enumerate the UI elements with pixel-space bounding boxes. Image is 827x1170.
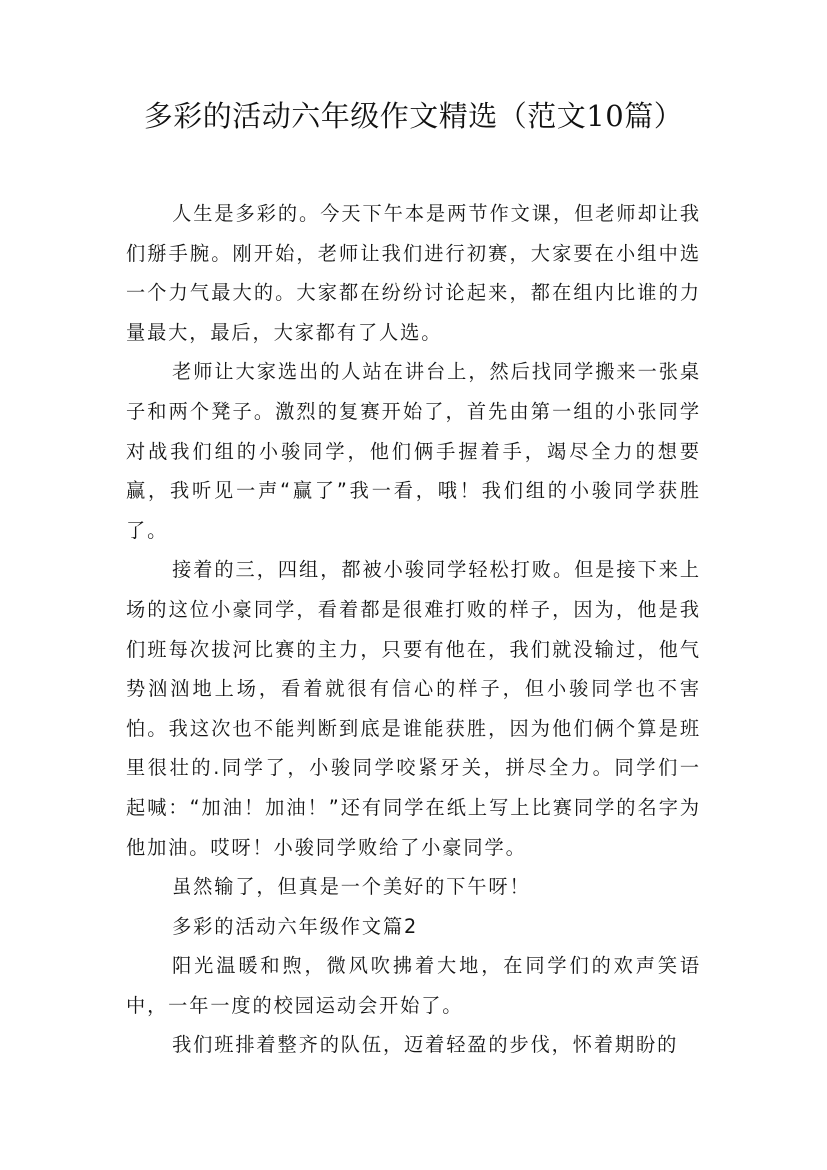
paragraph: 虽然输了，但真是一个美好的下午呀！ (172, 875, 531, 899)
paragraph: 我们班排着整齐的队伍，迈着轻盈的步伐，怀着期盼的 (172, 1033, 679, 1057)
paragraph: 阳光温暖和煦，微风吹拂着大地，在同学们的欢声笑语中，一年一度的校园运动会开始了。 (126, 954, 701, 1017)
paragraph: 老师让大家选出的人站在讲台上，然后找同学搬来一张桌子和两个凳子。激烈的复赛开始了，首先由第一组的小张同学对战我们组的小骏同学，他们俩手握着手，竭尽全力的想要赢，我听见一声“赢了”我一看，哦！我们组的小骏同学获胜了。 (126, 360, 701, 542)
paragraph: 人生是多彩的。今天下午本是两节作文课，但老师却让我们掰手腕。刚开始，老师让我们进行初赛，大家要在小组中选一个力气最大的。大家都在纷纷讨论起来，都在组内比谁的力量最大，最后，大家都有了人选。 (126, 202, 701, 344)
section-heading: 多彩的活动六年级作文篇2 (172, 914, 419, 938)
document-body (126, 194, 701, 1065)
document-title: 多彩的活动六年级作文精选（范文10篇） (143, 99, 684, 133)
paragraph: 接着的三，四组，都被小骏同学轻松打败。但是接下来上场的这位小豪同学，看着都是很难打败的样子，因为，他是我们班每次拔河比赛的主力，只要有他在，我们就没输过，他气势汹汹地上场，看着就很有信心的样子，但小骏同学也不害怕。我这次也不能判断到底是谁能获胜，因为他们俩个算是班里很壮的.同学了，小骏同学咬紧牙关，拼尽全力。同学们一起喊：“加油！加油！”还有同学在纸上写上比赛同学的名字为他加油。哎呀！小骏同学败给了小豪同学。 (126, 558, 701, 859)
